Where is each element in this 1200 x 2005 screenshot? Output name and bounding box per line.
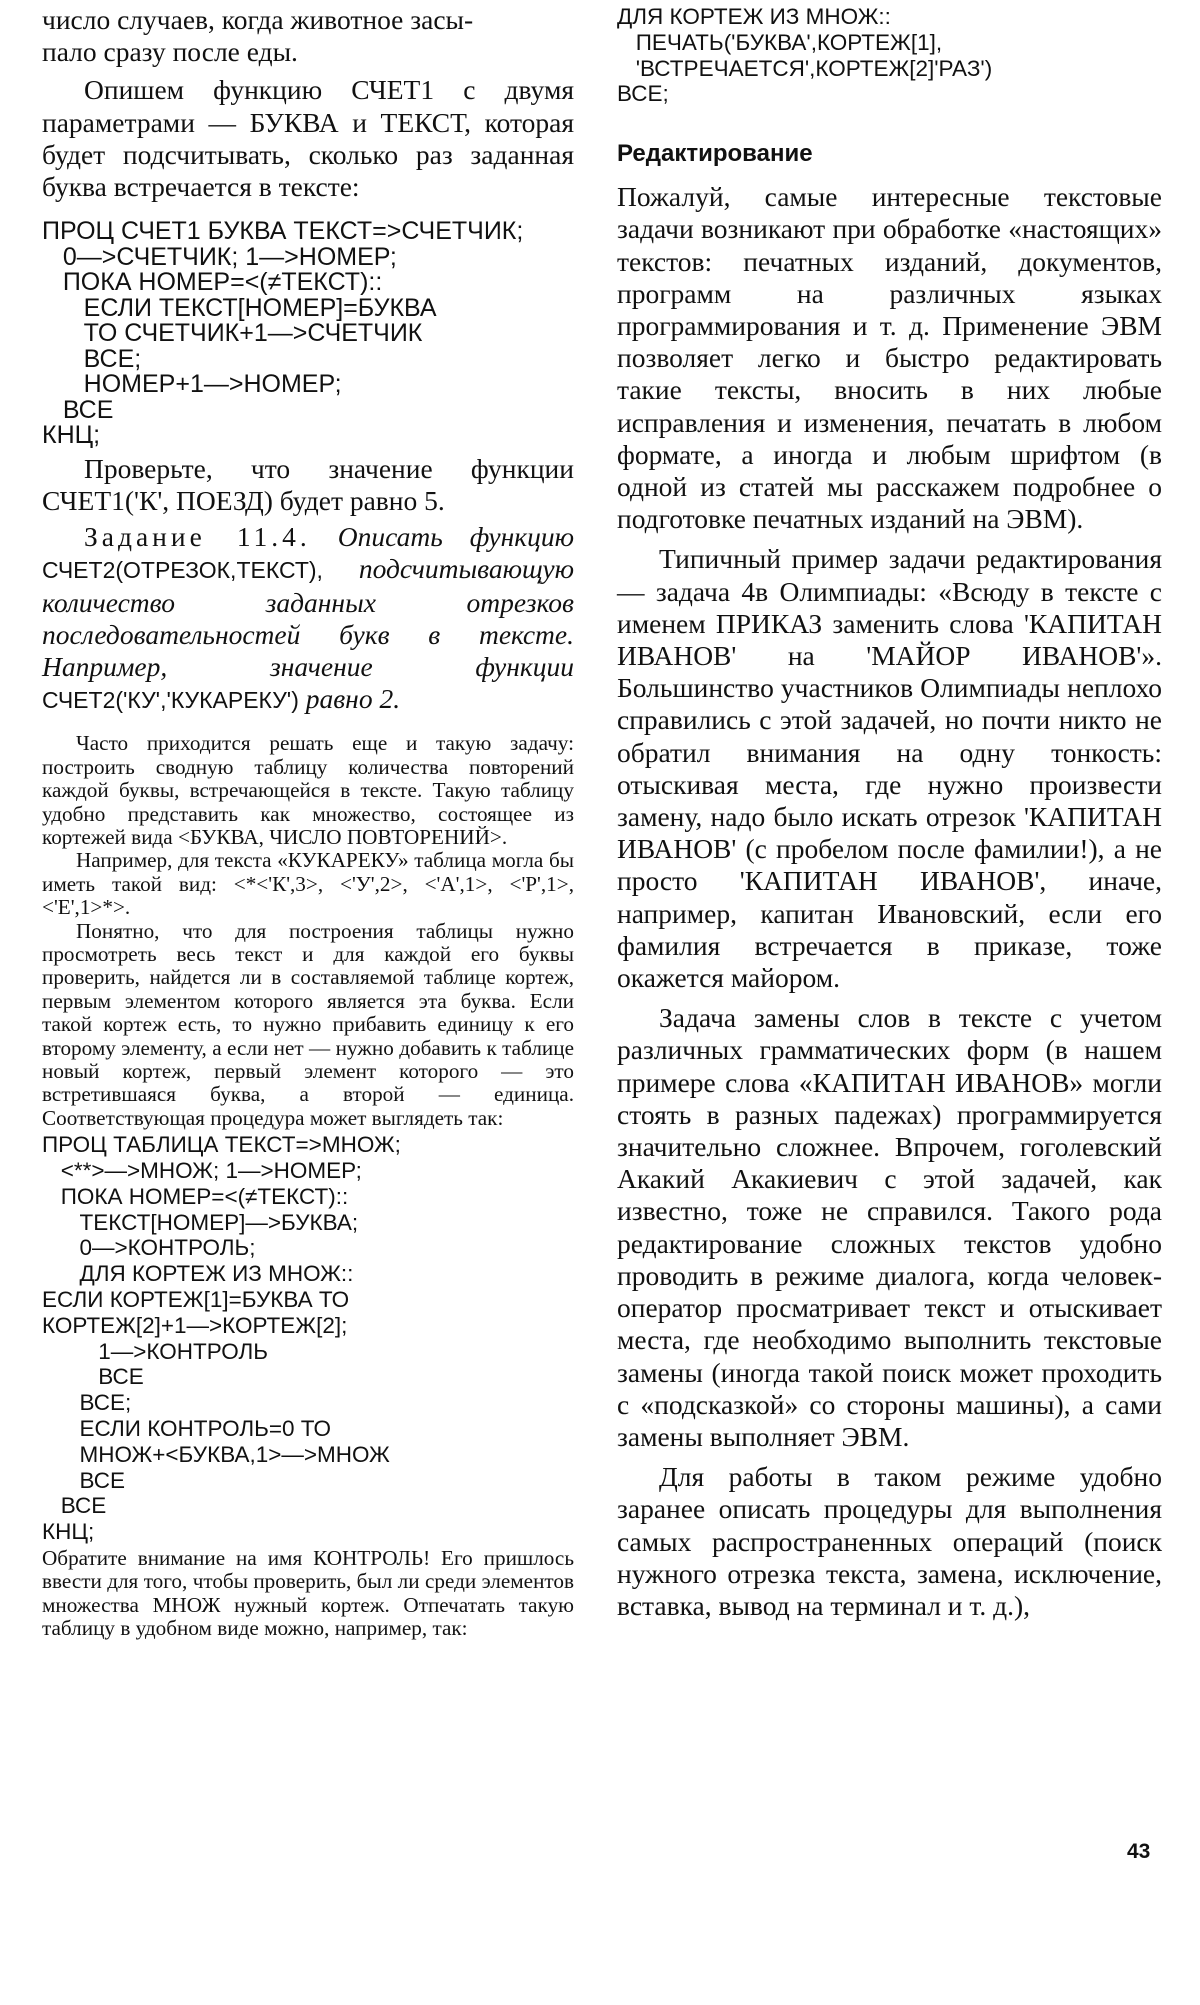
right-column (617, 0, 1162, 1622)
code-line: ТЕКСТ[НОМЕР]—>БУКВА; (42, 1209, 359, 1235)
code-line: ПОКА НОМЕР=<(≠ТЕКСТ):: (42, 1183, 349, 1209)
paragraph-function-description: Опишем функцию СЧЕТ1 с двумя параметрами — БУКВА и ТЕКСТ, которая будет подсчитывать, сколько раз заданная буква встречается в тексте: (42, 74, 574, 203)
code-line: ВСЕ; (42, 344, 142, 373)
paragraph-olympiad-example: Типичный пример задачи редактирования — задача 4в Олимпиады: «Всюду в тексте с именем ПРИКАЗ заменить слова 'КАПИТАН ИВАНОВ' на 'МАЙОР ИВАНОВ'». Большинство участников Олимпиады неплохо справились с этой задачей, но почти никто не обратил внимания на одну тонкость: отыскивая места, где нужно произвести замену, надо было искать отрезок 'КАПИТАН ИВАНОВ' (с пробелом после фамилии!), а не просто 'КАПИТАН ИВАНОВ', иначе, например, капитан Ивановский, если его фамилия встречается в приказе, тоже окажется майором. (617, 543, 1162, 994)
task-code: СЧЕТ2('КУ','КУКАРЕКУ') (42, 687, 299, 714)
code-line: ВСЕ (42, 1364, 144, 1390)
code-line: ЕСЛИ ТЕКСТ[НОМЕР]=БУКВА (42, 293, 437, 322)
code-block-table (42, 1132, 574, 1545)
code-line: ВСЕ; (42, 1390, 132, 1416)
code-line: НОМЕР+1—>НОМЕР; (42, 370, 342, 399)
paragraph-table-task: Часто приходится решать еще и такую задачу: построить сводную таблицу количества повторений каждой буквы, встречающейся в тексте. Такую таблицу удобно представить как множество, состоящее из кортежей вида <БУКВА, ЧИСЛО ПОВТОРЕНИЙ>. (42, 731, 574, 849)
code-block-print (617, 0, 1162, 107)
code-line: ВСЕ (42, 1493, 107, 1519)
code-line: КНЦ; (42, 1519, 95, 1545)
code-line: ТО СЧЕТЧИК+1—>СЧЕТЧИК (42, 319, 423, 348)
code-line: ВСЕ; (617, 81, 669, 107)
code-line: ВСЕ (42, 1467, 126, 1493)
task-label: Задание 11.4. (84, 521, 311, 553)
intro-line: пало сразу после еды. (42, 36, 298, 68)
paragraph-check: Проверьте, что значение функции СЧЕТ1('К', ПОЕЗД) будет равно 5. (42, 452, 574, 516)
code-line: 1—>КОНТРОЛЬ (42, 1338, 269, 1364)
code-line: ПОКА НОМЕР=<(≠ТЕКСТ):: (42, 268, 383, 297)
code-line: <**>—>МНОЖ; 1—>НОМЕР; (42, 1158, 362, 1184)
code-line: ПРОЦ СЧЕТ1 БУКВА ТЕКСТ=>СЧЕТЧИК; (42, 217, 524, 246)
task-text: равно 2. (305, 683, 401, 715)
code-line: 0—>СЧЕТЧИК; 1—>НОМЕР; (42, 242, 397, 271)
task-text: подсчитывающую количество заданных отрезков последовательностей букв в тексте. Например, значение функции (42, 553, 574, 682)
code-line: ПЕЧАТЬ('БУКВА',КОРТЕЖ[1], (617, 29, 943, 55)
intro-text (42, 0, 574, 68)
code-line: ВСЕ (42, 395, 114, 424)
code-block-schet1 (42, 219, 574, 449)
intro-line: число случаев, когда животное засы- (42, 4, 474, 35)
code-line: 'ВСТРЕЧАЕТСЯ',КОРТЕЖ[2]'РАЗ') (617, 55, 993, 81)
paragraph-procedures: Для работы в таком режиме удобно заранее описать процедуры для выполнения самых распространенных операций (поиск нужного отрезка текста, замена, исключение, вставка, вывод на терминал и т. д.), (617, 1461, 1162, 1621)
paragraph-algorithm: Понятно, что для построения таблицы нужно просмотреть весь текст и для каждой его буквы проверить, найдется ли в составляемой таблице кортеж, первым элементом которого является эта буква. Если такой кортеж есть, то нужно прибавить единицу к его второму элементу, а если нет — нужно добавить к таблице новый кортеж, первый элемент которого — это встретившаяся буква, а второй — единица. Соответствующая процедура может выглядеть так: (42, 918, 574, 1130)
page-number: 43 (1127, 1840, 1151, 1863)
code-line: ЕСЛИ КОРТЕЖ[1]=БУКВА ТО (42, 1287, 350, 1313)
code-line: ДЛЯ КОРТЕЖ ИЗ МНОЖ:: (617, 4, 891, 29)
left-column (42, 0, 574, 1641)
paragraph-control-note: Обратите внимание на имя КОНТРОЛЬ! Его пришлось ввести для того, чтобы проверить, был ли среди элементов множества МНОЖ нужный кортеж. Отпечатать такую таблицу в удобном виде можно, например, так: (42, 1546, 574, 1641)
task-11-4 (42, 521, 574, 716)
code-line: ПРОЦ ТАБЛИЦА ТЕКСТ=>МНОЖ; (42, 1132, 401, 1158)
task-code: СЧЕТ2(ОТРЕЗОК,ТЕКСТ), (42, 557, 323, 584)
code-line: МНОЖ+<БУКВА,1>—>МНОЖ (42, 1441, 390, 1467)
task-text: Описать функцию (337, 521, 574, 553)
section-heading: Редактирование (617, 140, 813, 168)
code-line: ДЛЯ КОРТЕЖ ИЗ МНОЖ:: (42, 1261, 354, 1287)
code-line: ЕСЛИ КОНТРОЛЬ=0 ТО (42, 1416, 331, 1442)
code-line: КНЦ; (42, 421, 101, 450)
code-line: КОРТЕЖ[2]+1—>КОРТЕЖ[2]; (42, 1312, 348, 1338)
paragraph-grammar-forms: Задача замены слов в тексте с учетом различных грамматических форм (в нашем примере слова «КАПИТАН ИВАНОВ» могли стоять в разных падежах) программируется значительно сложнее. Впрочем, гоголевский Акакий Акакиевич с этой задачей, как известно, тоже не справился. Такого рода редактирование сложных текстов удобно проводить в режиме диалога, когда человек-оператор просматривает текст и отыскивает места, где необходимо выполнить текстовые замены (иногда такой поиск может проходить с «подсказкой» со стороны машины), а сами замены выполняет ЭВМ. (617, 1002, 1162, 1452)
paragraph-editing-intro: Пожалуй, самые интересные текстовые задачи возникают при обработке «настоящих» текстов: печатных изданий, документов, программ на различных языках программирования и т. д. Применение ЭВМ позволяет легко и быстро редактировать такие тексты, вносить в них любые исправления и изменения, печатать в любом формате, а иногда и любым шрифтом (в одной из статей мы расскажем подробнее о подготовке печатных изданий на ЭВМ). (617, 181, 1162, 535)
paragraph-example: Например, для текста «КУКАРЕКУ» таблица могла бы иметь такой вид: <*<'К',3>, <'У',2>, <'А',1>, <'Р',1>, <'Е',1>*>. (42, 848, 574, 920)
code-line: 0—>КОНТРОЛЬ; (42, 1235, 256, 1261)
